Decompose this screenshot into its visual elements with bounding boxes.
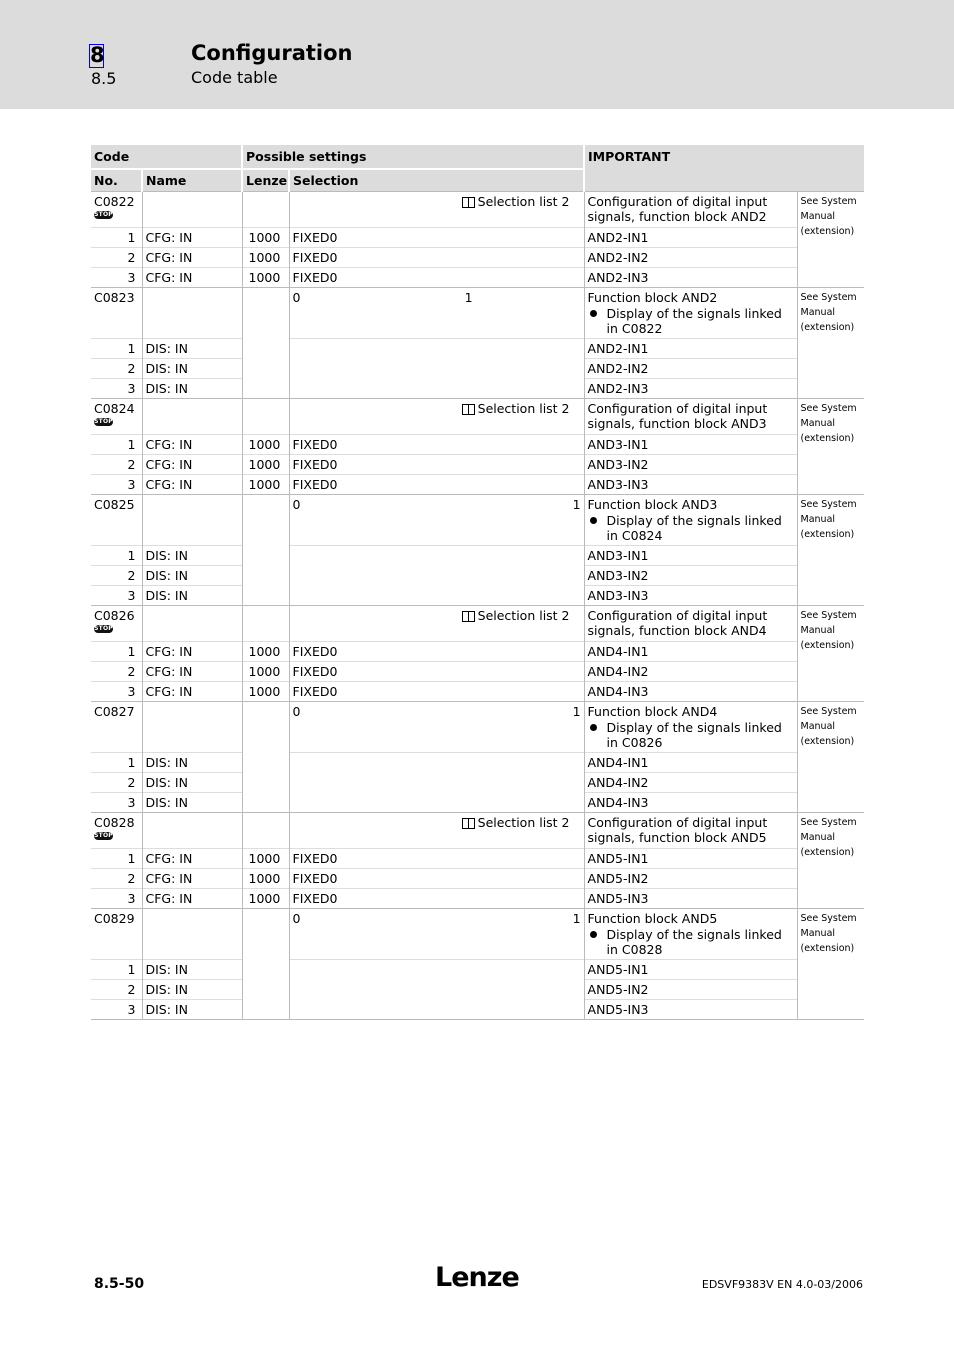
important-value: AND5-IN1 [584,848,797,868]
important-value: AND5-IN1 [584,959,797,979]
sub-name: DIS: IN [142,545,242,565]
sub-name: DIS: IN [142,959,242,979]
selection-list-link[interactable]: Selection list 2 [477,193,570,209]
lenze-cell [242,287,289,398]
lenze-value: 1000 [242,247,289,267]
lenze-value: 1000 [242,868,289,888]
code-cell [91,191,142,227]
sub-name: DIS: IN [142,565,242,585]
parameter-row [91,434,864,454]
important-value: AND4-IN2 [584,661,797,681]
lenze-value: 1000 [242,641,289,661]
reference-note: See System Manual (extension) [797,287,864,398]
sub-name: CFG: IN [142,848,242,868]
selection-value: FIXED0 [289,641,584,661]
important-value: AND3-IN3 [584,474,797,494]
selection-value: FIXED0 [289,267,584,287]
name-cell [142,494,242,545]
lenze-cell [242,701,289,812]
sub-name: DIS: IN [142,772,242,792]
parameter-row [91,959,864,979]
selection-value: FIXED0 [289,868,584,888]
important-value: AND5-IN3 [584,999,797,1019]
code-row [91,812,864,848]
code-number: C0822 [94,193,135,209]
parameter-row [91,888,864,908]
sub-number: 3 [91,474,142,494]
bullet-icon [590,931,597,938]
value-range [293,911,581,926]
sub-name: DIS: IN [142,585,242,605]
code-number: C0825 [94,496,135,512]
value-range [293,704,581,719]
bullet-item [588,720,794,750]
important-cell [584,287,797,338]
important-value: AND3-IN2 [584,565,797,585]
important-cell [584,605,797,641]
book-icon [462,818,475,828]
parameter-row [91,752,864,772]
important-value: AND2-IN3 [584,267,797,287]
important-value: AND4-IN3 [584,792,797,812]
code-number: C0829 [94,910,135,926]
value-range [293,497,581,512]
sub-number: 3 [91,888,142,908]
sub-number: 2 [91,358,142,378]
important-value: AND3-IN1 [584,545,797,565]
selection-value: FIXED0 [289,454,584,474]
lenze-cell [242,494,289,605]
name-cell [142,812,242,848]
code-description: Configuration of digital input signals, function block AND2 [587,193,768,224]
sub-number: 2 [91,247,142,267]
header-important: IMPORTANT [584,145,864,191]
selection-empty [289,959,584,1019]
range-cell [289,287,584,338]
lenze-value: 1000 [242,681,289,701]
lenze-value: 1000 [242,227,289,247]
selection-cell [289,812,584,848]
lenze-cell [242,398,289,434]
sub-name: DIS: IN [142,338,242,358]
code-row [91,605,864,641]
selection-cell [289,191,584,227]
code-cell [91,908,142,959]
sub-number: 3 [91,792,142,812]
reference-note: See System Manual (extension) [797,191,864,287]
selection-value: FIXED0 [289,474,584,494]
range-min: 0 [292,289,301,305]
page-number: 8.5-50 [94,1276,145,1292]
selection-empty [289,338,584,398]
code-cell [91,605,142,641]
parameter-row [91,868,864,888]
range-cell [289,701,584,752]
sub-number: 3 [91,267,142,287]
sub-name: CFG: IN [142,681,242,701]
important-value: AND4-IN1 [584,641,797,661]
code-number: C0824 [94,400,135,416]
code-number: C0828 [94,814,135,830]
selection-list-link[interactable]: Selection list 2 [477,814,570,830]
sub-name: DIS: IN [142,358,242,378]
sub-number: 2 [91,868,142,888]
header-lenze: Lenze [242,169,289,191]
range-min: 0 [292,910,301,926]
code-row [91,398,864,434]
book-icon [462,197,475,207]
reference-note: See System Manual (extension) [797,908,864,1019]
sub-number: 2 [91,979,142,999]
sub-name: CFG: IN [142,661,242,681]
parameter-row [91,247,864,267]
sub-name: CFG: IN [142,227,242,247]
important-cell [584,908,797,959]
section-title: Code table [191,68,278,87]
page-header [0,0,954,109]
sub-name: CFG: IN [142,868,242,888]
important-value: AND2-IN1 [584,338,797,358]
stop-icon: STOP [94,831,113,839]
parameter-row [91,338,864,358]
sub-number: 1 [91,434,142,454]
important-value: AND4-IN3 [584,681,797,701]
code-table [91,145,864,1020]
book-icon [462,404,475,414]
code-cell [91,701,142,752]
code-row [91,701,864,752]
lenze-value: 1000 [242,267,289,287]
sub-number: 2 [91,661,142,681]
important-value: AND2-IN2 [584,358,797,378]
header-possible-settings: Possible settings [242,145,584,169]
sub-number: 3 [91,378,142,398]
code-cell [91,398,142,434]
important-value: AND5-IN2 [584,979,797,999]
sub-name: CFG: IN [142,474,242,494]
lenze-cell [242,908,289,1019]
sub-number: 1 [91,848,142,868]
code-cell [91,287,142,338]
sub-number: 1 [91,338,142,358]
bullet-text: Display of the signals linked in C0822 [606,305,782,336]
parameter-row [91,267,864,287]
code-description: Function block AND2 [587,289,718,305]
code-table-body [91,191,864,1019]
sub-number: 2 [91,565,142,585]
important-value: AND5-IN3 [584,888,797,908]
important-cell [584,701,797,752]
header-code: Code [91,145,242,169]
bullet-item [588,927,794,957]
important-value: AND4-IN2 [584,772,797,792]
parameter-row [91,661,864,681]
code-cell [91,812,142,848]
code-row [91,287,864,338]
reference-note: See System Manual (extension) [797,398,864,494]
sub-name: CFG: IN [142,454,242,474]
stop-icon: STOP [94,624,113,632]
section-number: 8.5 [91,69,117,88]
important-value: AND3-IN1 [584,434,797,454]
lenze-value: 1000 [242,888,289,908]
range-cell [289,494,584,545]
code-number: C0826 [94,607,135,623]
sub-name: DIS: IN [142,378,242,398]
code-description: Configuration of digital input signals, function block AND3 [587,400,768,431]
book-icon [462,611,475,621]
sub-name: CFG: IN [142,267,242,287]
stop-icon: STOP [94,417,113,425]
range-min: 0 [292,703,301,719]
header-no: No. [91,169,142,191]
range-max: 1 [572,496,581,512]
lenze-cell [242,191,289,227]
sub-name: CFG: IN [142,247,242,267]
parameter-row [91,641,864,661]
name-cell [142,287,242,338]
important-value: AND3-IN3 [584,585,797,605]
sub-number: 3 [91,585,142,605]
sub-number: 1 [91,227,142,247]
name-cell [142,191,242,227]
bullet-text: Display of the signals linked in C0828 [606,926,782,957]
code-row [91,908,864,959]
selection-value: FIXED0 [289,848,584,868]
important-value: AND2-IN2 [584,247,797,267]
selection-value: FIXED0 [289,661,584,681]
important-cell [584,494,797,545]
sub-number: 2 [91,454,142,474]
stop-icon: STOP [94,210,113,218]
reference-note: See System Manual (extension) [797,494,864,605]
important-value: AND4-IN1 [584,752,797,772]
reference-note: See System Manual (extension) [797,701,864,812]
sub-name: CFG: IN [142,641,242,661]
code-cell [91,494,142,545]
bullet-item [588,513,794,543]
selection-list-link[interactable]: Selection list 2 [477,607,570,623]
range-max: 1 [464,289,473,305]
sub-name: CFG: IN [142,888,242,908]
bullet-icon [590,724,597,731]
important-value: AND2-IN3 [584,378,797,398]
selection-value: FIXED0 [289,247,584,267]
header-selection: Selection [289,169,584,191]
chapter-number[interactable]: 8 [90,43,105,67]
bullet-item [588,306,794,336]
lenze-value: 1000 [242,454,289,474]
selection-cell [289,398,584,434]
code-description: Function block AND4 [587,703,718,719]
sub-number: 1 [91,959,142,979]
code-description: Configuration of digital input signals, function block AND5 [587,814,768,845]
selection-value: FIXED0 [289,434,584,454]
bullet-text: Display of the signals linked in C0824 [606,512,782,543]
lenze-value: 1000 [242,434,289,454]
header-name: Name [142,169,242,191]
code-description: Function block AND5 [587,910,718,926]
bullet-text: Display of the signals linked in C0826 [606,719,782,750]
bullet-icon [590,310,597,317]
sub-number: 1 [91,752,142,772]
parameter-row [91,545,864,565]
range-cell [289,908,584,959]
lenze-value: 1000 [242,474,289,494]
range-max: 1 [572,910,581,926]
selection-cell [289,605,584,641]
parameter-row [91,848,864,868]
value-range [293,290,581,305]
sub-name: CFG: IN [142,434,242,454]
selection-value: FIXED0 [289,888,584,908]
important-value: AND5-IN2 [584,868,797,888]
code-description: Function block AND3 [587,496,718,512]
lenze-cell [242,812,289,848]
selection-value: FIXED0 [289,681,584,701]
range-max: 1 [572,703,581,719]
sub-name: DIS: IN [142,752,242,772]
sub-name: DIS: IN [142,792,242,812]
sub-name: DIS: IN [142,979,242,999]
selection-empty [289,545,584,605]
reference-note: See System Manual (extension) [797,605,864,701]
reference-note: See System Manual (extension) [797,812,864,908]
selection-list-link[interactable]: Selection list 2 [477,400,570,416]
lenze-value: 1000 [242,848,289,868]
sub-number: 1 [91,641,142,661]
bullet-icon [590,517,597,524]
sub-number: 3 [91,999,142,1019]
sub-number: 1 [91,545,142,565]
code-number: C0823 [94,289,135,305]
important-cell [584,191,797,227]
code-row [91,494,864,545]
code-number: C0827 [94,703,135,719]
sub-number: 2 [91,772,142,792]
parameter-row [91,681,864,701]
selection-value: FIXED0 [289,227,584,247]
lenze-logo: Lenze [435,1262,519,1293]
parameter-row [91,474,864,494]
name-cell [142,398,242,434]
name-cell [142,701,242,752]
important-value: AND3-IN2 [584,454,797,474]
sub-number: 3 [91,681,142,701]
parameter-row [91,454,864,474]
parameter-row [91,227,864,247]
range-min: 0 [292,496,301,512]
document-id: EDSVF9383V EN 4.0-03/2006 [701,1278,863,1291]
lenze-cell [242,605,289,641]
important-cell [584,812,797,848]
code-description: Configuration of digital input signals, function block AND4 [587,607,768,638]
code-row [91,191,864,227]
selection-empty [289,752,584,812]
sub-name: DIS: IN [142,999,242,1019]
important-value: AND2-IN1 [584,227,797,247]
lenze-value: 1000 [242,661,289,681]
chapter-title: Configuration [191,41,353,65]
name-cell [142,908,242,959]
important-cell [584,398,797,434]
name-cell [142,605,242,641]
